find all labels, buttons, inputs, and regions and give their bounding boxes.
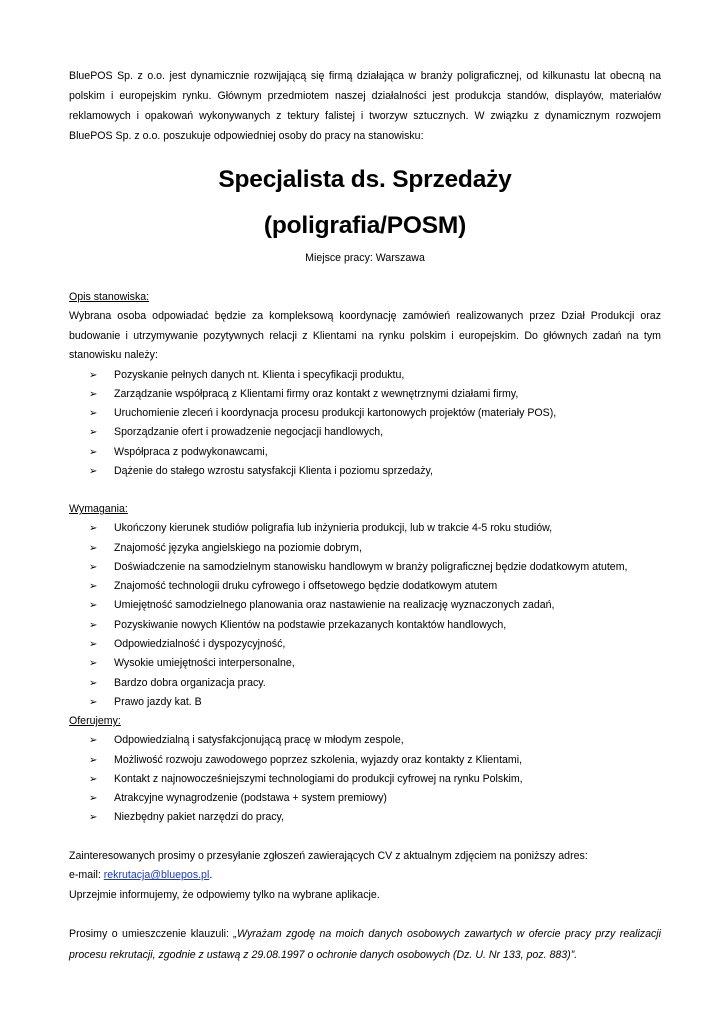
requirement-item-text: Znajomość technologii druku cyfrowego i offsetowego będzie dodatkowym atutem (114, 580, 498, 593)
arrow-bullet-icon: ➢ (89, 658, 98, 670)
description-item-text: Współpraca z podwykonawcami, (114, 445, 268, 458)
intro-paragraph: BluePOS Sp. z o.o. jest dynamicznie rozwijającą się firmą działająca w branży poligraficznej, od kilkunastu lat obecną na polskim i europejskim rynku. Głównym przedmiotem naszej działalności jest produkcja standów, displayów, materiałów reklamowych i opakowań wykonywanych z tektury falistej i tworzyw sztucznych. W związku z dynamicznym rozwojem BluePOS Sp. z o.o. poszukuje odpowiedniej osoby do pracy na stanowisku: (69, 70, 661, 142)
offer-item (69, 770, 661, 789)
requirement-item-text: Odpowiedzialność i dyspozycyjność, (114, 638, 286, 651)
arrow-bullet-icon: ➢ (89, 677, 98, 689)
description-item (69, 443, 661, 462)
description-item (69, 423, 661, 442)
arrow-bullet-icon: ➢ (89, 773, 98, 785)
requirement-item (69, 577, 661, 596)
email-prefix: e-mail: (69, 869, 104, 882)
contact-email-line (69, 866, 661, 886)
job-location: Miejsce pracy: Warszawa (305, 252, 425, 264)
offer-item (69, 731, 661, 750)
description-item-text: Sporządzanie ofert i prowadzenie negocjacji handlowych, (114, 426, 384, 439)
arrow-bullet-icon: ➢ (89, 388, 98, 400)
description-text: Wybrana osoba odpowiadać będzie za kompleksową koordynację zamówień realizowanych przez Dział Produkcji oraz budowanie i utrzymywanie pozytywnych relacji z Klientami na rynku polskim i europejskim. Do głównych zadań na tym stanowisku należy: (69, 310, 661, 361)
description-list (69, 366, 661, 482)
arrow-bullet-icon: ➢ (89, 369, 98, 381)
description-item-text: Zarządzanie współpracą z Klientami firmy oraz kontakt z wewnętrznymi działami firmy, (114, 387, 519, 400)
description-item-text: Uruchomienie zleceń i koordynacja procesu produkcji kartonowych projektów (materiały POS), (114, 407, 557, 420)
arrow-bullet-icon: ➢ (89, 561, 98, 573)
arrow-bullet-icon: ➢ (89, 812, 98, 824)
email-link[interactable]: rekrutacja@bluepos.pl (103, 869, 210, 882)
offer-item-text: Kontakt z najnowocześniejszymi technologiami do produkcji cyfrowej na rynku Polskim, (114, 772, 523, 785)
offer-item-text: Niezbędny pakiet narzędzi do pracy, (114, 811, 284, 824)
arrow-bullet-icon: ➢ (89, 754, 98, 766)
requirement-item-text: Bardzo dobra organizacja pracy. (114, 676, 266, 689)
clause-prefix: Prosimy o umieszczenie klauzuli: (69, 928, 234, 941)
arrow-bullet-icon: ➢ (89, 600, 98, 612)
document-page (69, 66, 661, 966)
job-title-line2: (poligrafia/POSM) (263, 212, 467, 239)
requirement-item (69, 596, 661, 615)
offer-item-text: Atrakcyjne wynagrodzenie (podstawa + system premiowy) (114, 792, 387, 805)
clause-text: „Wyrażam zgodę na moich danych osobowych zawartych w ofercie pracy przy realizacji procesu rekrutacji, zgodnie z ustawą z 29.08.1997 o ochronie danych osobowych (Dz. U. Nr 133, poz. 883)”. (69, 928, 661, 962)
description-item-text: Pozyskanie pełnych danych nt. Klienta i specyfikacji produktu, (114, 368, 405, 381)
requirement-item (69, 539, 661, 558)
offer-item (69, 808, 661, 827)
requirement-item (69, 635, 661, 654)
requirement-item (69, 616, 661, 635)
arrow-bullet-icon: ➢ (89, 542, 98, 554)
description-item-text: Dążenie do stałego wzrostu satysfakcji Klienta i poziomu sprzedaży, (114, 464, 433, 477)
arrow-bullet-icon: ➢ (89, 793, 98, 805)
requirement-item-text: Doświadczenie na samodzielnym stanowisku handlowym w branży poligraficznej będzie dodatkowym atutem, (114, 560, 628, 573)
arrow-bullet-icon: ➢ (89, 639, 98, 651)
description-item (69, 404, 661, 423)
arrow-bullet-icon: ➢ (89, 523, 98, 535)
requirement-item (69, 674, 661, 693)
description-item (69, 366, 661, 385)
arrow-bullet-icon: ➢ (89, 619, 98, 631)
requirement-item-text: Prawo jazdy kat. B (114, 695, 202, 708)
requirements-list (69, 519, 661, 712)
arrow-bullet-icon: ➢ (89, 408, 98, 420)
arrow-bullet-icon: ➢ (89, 465, 98, 477)
requirements-label: Wymagania: (69, 503, 128, 516)
description-label: Opis stanowiska: (69, 291, 150, 303)
requirement-item (69, 654, 661, 673)
requirement-item-text: Znajomość języka angielskiego na poziomie dobrym, (114, 541, 362, 554)
arrow-bullet-icon: ➢ (89, 427, 98, 439)
arrow-bullet-icon: ➢ (89, 581, 98, 593)
requirement-item-text: Wysokie umiejętności interpersonalne, (114, 657, 295, 670)
requirement-item (69, 693, 661, 712)
offer-item-text: Możliwość rozwoju zawodowego poprzez szkolenia, wyjazdy oraz kontakty z Klientami, (114, 753, 523, 766)
job-title-line1: Specjalista ds. Sprzedaży (218, 166, 512, 193)
offer-label: Oferujemy: (69, 715, 121, 728)
offer-item-text: Odpowiedzialną i satysfakcjonującą pracę w młodym zespole, (114, 734, 404, 747)
arrow-bullet-icon: ➢ (89, 735, 98, 747)
offer-item (69, 751, 661, 770)
description-item (69, 385, 661, 404)
arrow-bullet-icon: ➢ (89, 446, 98, 458)
requirement-item (69, 519, 661, 538)
offer-list (69, 731, 661, 827)
description-item (69, 462, 661, 481)
requirement-item (69, 558, 661, 577)
consent-clause (69, 924, 661, 966)
contact-invite: Zainteresowanych prosimy o przesyłanie zgłoszeń zawierających CV z aktualnym zdjęciem na poniższy adres: (69, 849, 588, 862)
arrow-bullet-icon: ➢ (89, 696, 98, 708)
requirement-item-text: Pozyskiwanie nowych Klientów na podstawie przekazanych kontaktów handlowych, (114, 618, 507, 631)
email-suffix: . (209, 869, 213, 882)
requirement-item-text: Umiejętność samodzielnego planowania oraz nastawienie na realizację wyznaczonych zadań, (114, 599, 555, 612)
contact-notice: Uprzejmie informujemy, że odpowiemy tylko na wybrane aplikacje. (69, 888, 380, 901)
offer-item (69, 789, 661, 808)
requirement-item-text: Ukończony kierunek studiów poligrafia lub inżynieria produkcji, lub w trakcie 4-5 roku studiów, (114, 522, 553, 535)
